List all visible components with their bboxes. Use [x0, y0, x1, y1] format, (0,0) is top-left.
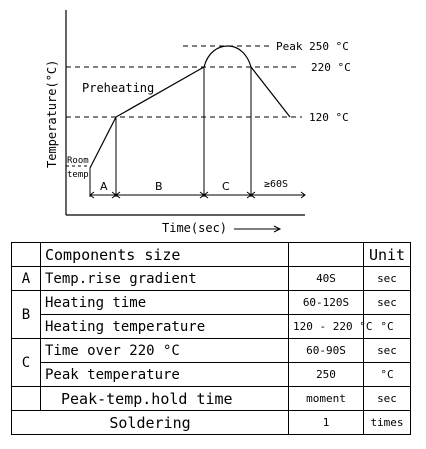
table-row — [12, 291, 411, 315]
row-unit: °C — [364, 363, 411, 387]
row-unit: sec — [364, 291, 411, 315]
group-label: C — [12, 339, 41, 387]
zone-hold-label: ≥60S — [264, 179, 289, 190]
row-unit: °C — [364, 315, 411, 339]
row-unit: sec — [364, 267, 411, 291]
group-label: A — [12, 267, 41, 291]
header-value-blank — [289, 243, 364, 267]
row-unit: sec — [364, 339, 411, 363]
zone-b-label: B — [155, 180, 163, 193]
row-value: moment — [289, 387, 364, 411]
header-unit: Unit — [364, 243, 411, 267]
row-value: 120 - 220 °C — [289, 315, 364, 339]
zone-c-label: C — [222, 180, 230, 193]
header-item: Components size — [41, 243, 289, 267]
table-header-row — [12, 243, 411, 267]
table-footer-row — [12, 411, 411, 435]
footer-item: Soldering — [12, 411, 289, 435]
row-item: Temp.rise gradient — [41, 267, 289, 291]
footer-unit: times — [364, 411, 411, 435]
row-item: Heating temperature — [41, 315, 289, 339]
row-item: Peak temperature — [41, 363, 289, 387]
line-120-label: 120 °C — [309, 111, 349, 124]
specification-table — [11, 242, 411, 435]
row-item: Time over 220 °C — [41, 339, 289, 363]
footer-value: 1 — [289, 411, 364, 435]
row-item: Peak-temp.hold time — [41, 387, 289, 411]
preheating-label: Preheating — [82, 81, 155, 95]
table-row — [12, 267, 411, 291]
header-blank-cell — [12, 243, 41, 267]
table-row — [12, 387, 411, 411]
peak-label: Peak 250 °C — [276, 40, 349, 53]
y-axis-label: Temperature(°C) — [45, 59, 59, 168]
zone-a-label: A — [100, 180, 108, 193]
row-item: Heating time — [41, 291, 289, 315]
row-value: 40S — [289, 267, 364, 291]
row-unit: sec — [364, 387, 411, 411]
row-value: 250 — [289, 363, 364, 387]
row-value: 60-90S — [289, 339, 364, 363]
table-row — [12, 339, 411, 363]
row-value: 60-120S — [289, 291, 364, 315]
group-label: B — [12, 291, 41, 339]
table-row — [12, 363, 411, 387]
room-temp-label-line2: temp — [67, 170, 89, 180]
temperature-profile-curve — [90, 46, 290, 168]
room-temp-label-line1: Room — [67, 156, 89, 166]
table-row — [12, 315, 411, 339]
group-blank-cell — [12, 387, 41, 411]
x-axis-label: Time(sec) — [162, 221, 228, 235]
line-220-label: 220 °C — [311, 61, 351, 74]
